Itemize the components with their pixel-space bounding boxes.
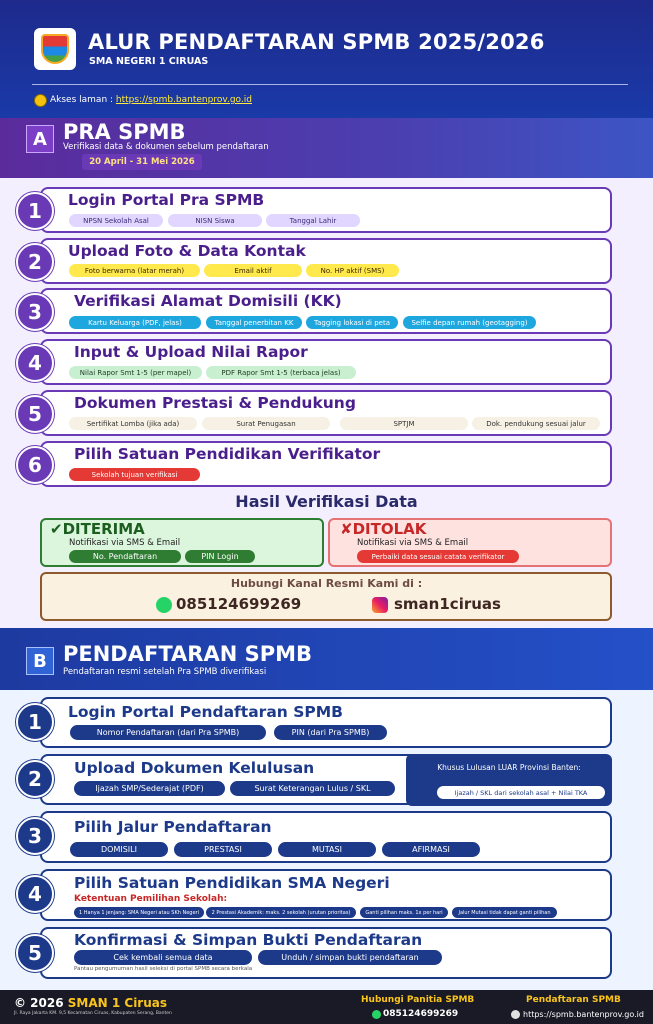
step-number: 2 bbox=[16, 243, 54, 281]
step-number: 1 bbox=[16, 192, 54, 230]
step-number: 2 bbox=[16, 760, 54, 798]
whatsapp-number[interactable]: 085124699269 bbox=[176, 595, 302, 613]
ditolak-label: DITOLAK bbox=[352, 520, 427, 538]
requirement-pill: SPTJM bbox=[340, 417, 468, 430]
step-number: 4 bbox=[16, 344, 54, 382]
page-subtitle: SMA NEGERI 1 CIRUAS bbox=[89, 56, 209, 67]
step-number: 6 bbox=[16, 446, 54, 484]
crest-icon bbox=[41, 34, 69, 64]
jalur-pill[interactable]: AFIRMASI bbox=[382, 842, 480, 857]
requirement-pill: Kartu Keluarga (PDF, jelas) bbox=[69, 316, 201, 329]
step-title: Pilih Jalur Pendaftaran bbox=[74, 818, 272, 836]
jalur-pill[interactable]: DOMISILI bbox=[70, 842, 168, 857]
step-number: 3 bbox=[16, 817, 54, 855]
requirement-pill: Foto berwarna (latar merah) bbox=[69, 264, 200, 277]
section-b-badge: B bbox=[26, 647, 54, 675]
jalur-pill[interactable]: MUTASI bbox=[278, 842, 376, 857]
school-name: SMAN 1 Ciruas bbox=[67, 996, 168, 1010]
requirement-pill: PDF Rapor Smt 1-5 (terbaca jelas) bbox=[206, 366, 356, 379]
requirement-pill: NPSN Sekolah Asal bbox=[69, 214, 163, 227]
step-title: Login Portal Pendaftaran SPMB bbox=[68, 703, 343, 721]
school-logo bbox=[34, 28, 76, 70]
requirement-pill: Email aktif bbox=[204, 264, 302, 277]
kontak-title: Hubungi Kanal Resmi Kami di : bbox=[230, 577, 423, 590]
requirement-pill: Sertifikat Lomba (jika ada) bbox=[69, 417, 197, 430]
jalur-pill[interactable]: PRESTASI bbox=[174, 842, 272, 857]
step-title: Upload Foto & Data Kontak bbox=[68, 242, 306, 260]
requirement-pill: Dok. pendukung sesuai jalur bbox=[472, 417, 600, 430]
footer-pendaftaran-title: Pendaftaran SPMB bbox=[526, 995, 621, 1005]
step-title: Konfirmasi & Simpan Bukti Pendaftaran bbox=[74, 931, 423, 949]
check-icon: ✔ bbox=[50, 520, 63, 538]
requirement-pill: Surat Keterangan Lulus / SKL bbox=[230, 781, 395, 796]
divider bbox=[32, 84, 628, 85]
cross-icon: ✘ bbox=[340, 520, 353, 538]
footer-panitia-title: Hubungi Panitia SPMB bbox=[361, 995, 475, 1005]
action-pill[interactable]: Cek kembali semua data bbox=[74, 950, 252, 965]
step-title: Pilih Satuan Pendidikan SMA Negeri bbox=[74, 874, 390, 892]
requirement-pill: PIN (dari Pra SPMB) bbox=[274, 725, 387, 740]
step-title: Login Portal Pra SPMB bbox=[68, 191, 265, 209]
result-pill: Perbaiki data sesuai catata verifikator bbox=[357, 550, 519, 563]
instagram-handle[interactable]: sman1ciruas bbox=[394, 595, 501, 613]
step-number: 5 bbox=[16, 395, 54, 433]
requirement-pill: Tagging lokasi di peta bbox=[306, 316, 398, 329]
globe-icon bbox=[511, 1010, 520, 1019]
globe-icon bbox=[34, 94, 47, 107]
action-pill[interactable]: Unduh / simpan bukti pendaftaran bbox=[258, 950, 442, 965]
section-b-title: PENDAFTARAN SPMB bbox=[63, 642, 313, 666]
ketentuan-pill: 2 Prestasi Akademik: maks. 2 sekolah (urutan prioritas) bbox=[206, 907, 356, 918]
whatsapp-icon bbox=[372, 1010, 381, 1019]
footer-panitia-phone[interactable]: 085124699269 bbox=[383, 1009, 459, 1019]
step-title: Upload Dokumen Kelulusan bbox=[74, 759, 315, 777]
step-number: 3 bbox=[16, 293, 54, 331]
section-b-subtitle: Pendaftaran resmi setelah Pra SPMB diverifikasi bbox=[63, 667, 267, 677]
luar-provinsi-pill: Ijazah / SKL dari sekolah asal + Nilai TKA bbox=[437, 786, 605, 799]
requirement-pill: Ijazah SMP/Sederajat (PDF) bbox=[74, 781, 225, 796]
akses-line bbox=[50, 95, 252, 105]
ditolak-title bbox=[340, 520, 426, 538]
step-title: Verifikasi Alamat Domisili (KK) bbox=[74, 292, 342, 310]
luar-provinsi-title: Khusus Lulusan LUAR Provinsi Banten: bbox=[437, 763, 581, 772]
step-title: Input & Upload Nilai Rapor bbox=[74, 343, 308, 361]
pantau-note: Pantau pengumuman hasil seleksi di portal SPMB secara berkala bbox=[74, 966, 253, 972]
ditolak-text: Notifikasi via SMS & Email bbox=[357, 538, 469, 548]
requirement-pill: Tanggal Lahir bbox=[266, 214, 360, 227]
step-number: 1 bbox=[16, 703, 54, 741]
footer-copyright bbox=[14, 996, 167, 1010]
diterima-label: DITERIMA bbox=[62, 520, 145, 538]
akses-label: Akses laman : bbox=[50, 95, 114, 105]
requirement-pill: Sekolah tujuan verifikasi bbox=[69, 468, 200, 481]
result-pill: PIN Login bbox=[185, 550, 255, 563]
step-title: Pilih Satuan Pendidikan Verifikator bbox=[74, 445, 381, 463]
footer-pendaftaran-url[interactable]: https://spmb.bantenprov.go.id bbox=[523, 1010, 644, 1019]
diterima-title bbox=[50, 520, 145, 538]
akses-link[interactable]: https://spmb.bantenprov.go.id bbox=[115, 95, 252, 105]
step-number: 5 bbox=[16, 934, 54, 972]
hasil-title: Hasil Verifikasi Data bbox=[235, 492, 418, 511]
page-title: ALUR PENDAFTARAN SPMB 2025/2026 bbox=[88, 30, 545, 54]
section-a-subtitle: Verifikasi data & dokumen sebelum pendaftaran bbox=[63, 142, 269, 152]
section-a-title: PRA SPMB bbox=[63, 120, 186, 144]
ketentuan-pill: 1 Hanya 1 jenjang: SMA Negeri atau SKh Negeri bbox=[74, 907, 204, 918]
footer-address: Jl. Raya Jakarta KM. 9,5 Kecamatan Ciruas, Kabupaten Serang, Banten bbox=[14, 1011, 172, 1016]
whatsapp-icon bbox=[156, 597, 172, 613]
requirement-pill: No. HP aktif (SMS) bbox=[306, 264, 399, 277]
ketentuan-title: Ketentuan Pemilihan Sekolah: bbox=[74, 894, 228, 904]
step-title: Dokumen Prestasi & Pendukung bbox=[74, 394, 356, 412]
requirement-pill: Selfie depan rumah (geotagging) bbox=[403, 316, 536, 329]
section-a-date: 20 April - 31 Mei 2026 bbox=[82, 154, 202, 170]
diterima-text: Notifikasi via SMS & Email bbox=[69, 538, 181, 548]
requirement-pill: Surat Penugasan bbox=[202, 417, 330, 430]
requirement-pill: Tanggal penerbitan KK bbox=[206, 316, 302, 329]
requirement-pill: Nilai Rapor Smt 1-5 (per mapel) bbox=[69, 366, 202, 379]
instagram-icon bbox=[372, 597, 388, 613]
copyright-text: © 2026 bbox=[14, 996, 64, 1010]
ketentuan-pill: Jalur Mutasi tidak dapat ganti pilihan bbox=[452, 907, 557, 918]
section-a-badge: A bbox=[26, 125, 54, 153]
ketentuan-pill: Ganti pilihan maks. 1x per hari bbox=[360, 907, 448, 918]
requirement-pill: NISN Siswa bbox=[168, 214, 262, 227]
requirement-pill: Nomor Pendaftaran (dari Pra SPMB) bbox=[70, 725, 266, 740]
result-pill: No. Pendaftaran bbox=[69, 550, 181, 563]
step-number: 4 bbox=[16, 875, 54, 913]
